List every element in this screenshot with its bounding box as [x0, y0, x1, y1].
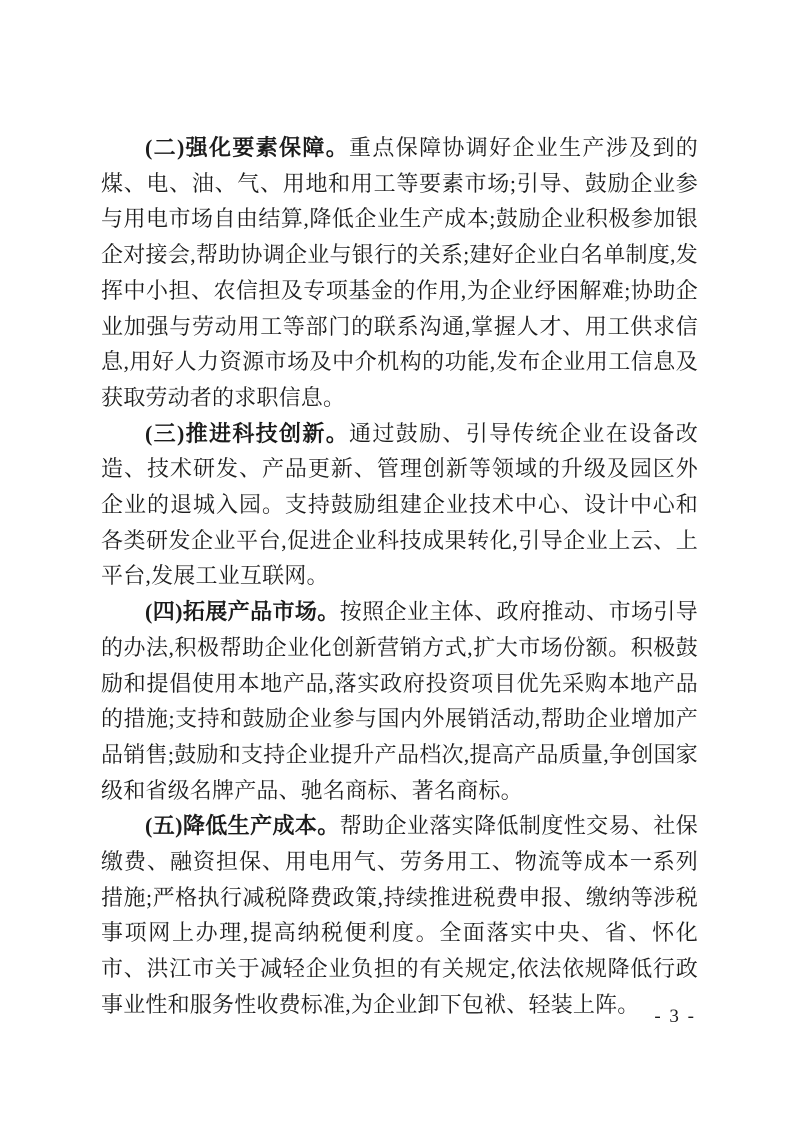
- paragraph-heading: (三)推进科技创新。: [145, 420, 350, 446]
- paragraph-promote-tech-innovation: [101, 416, 698, 595]
- paragraph-heading: (五)降低生产成本。: [145, 813, 340, 839]
- paragraph-text: 通过鼓励、引导传统企业在设备改造、技术研发、产品更新、管理创新等领域的升级及园区外企业的退城入园。支持鼓励组建企业技术中心、设计中心和各类研发企业平台,促进企业科技成果转化,引导企业上云、上平台,发展工业互联网。: [101, 420, 698, 589]
- page-number: - 3 -: [654, 1006, 696, 1027]
- paragraph-text: 按照企业主体、政府推动、市场引导的办法,积极帮助企业化创新营销方式,扩大市场份额。积极鼓励和提倡使用本地产品,落实政府投资项目优先采购本地产品的措施;支持和鼓励企业参与国内外展销活动,帮助企业增加产品销售;鼓励和支持企业提升产品档次,提高产品质量,争创国家级和省级名牌产品、驰名商标、著名商标。: [101, 599, 699, 803]
- paragraph-expand-product-market: [101, 594, 698, 808]
- paragraph-heading: (二)强化要素保障。: [145, 135, 350, 160]
- paragraph-strengthen-factor-guarantees: [101, 130, 698, 416]
- paragraph-heading: (四)拓展产品市场。: [145, 599, 340, 625]
- document-body: [101, 130, 698, 1023]
- paragraph-text: 重点保障协调好企业生产涉及到的煤、电、油、气、用地和用工等要素市场;引导、鼓励企业参与用电市场自由结算,降低企业生产成本;鼓励企业积极参加银企对接会,帮助协调企业与银行的关系;建好企业白名单制度,发挥中小担、农信担及专项基金的作用,为企业纾困解难;协助企业加强与劳动用工等部门的联系沟通,掌握人才、用工供求信息,用好人力资源市场及中介机构的功能,发布企业用工信息及获取劳动者的求职信息。: [101, 135, 698, 410]
- paragraph-text: 帮助企业落实降低制度性交易、社保缴费、融资担保、用电用气、劳务用工、物流等成本一系列措施;严格执行减税降费政策,持续推进税费申报、缴纳等涉税事项网上办理,提高纳税便利度。全面落实中央、省、怀化市、洪江市关于减轻企业负担的有关规定,依法依规降低行政事业性和服务性收费标准,为企业卸下包袱、轻装上阵。: [101, 813, 699, 1017]
- paragraph-reduce-production-costs: [101, 808, 698, 1022]
